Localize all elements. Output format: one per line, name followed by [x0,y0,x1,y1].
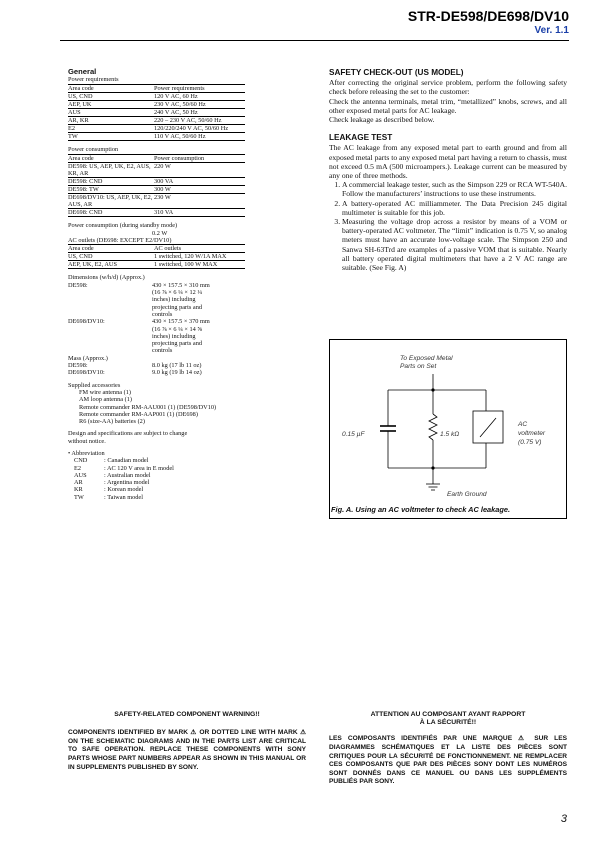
table-header-cell: AC outlets [154,245,245,253]
label-to-exposed-metal: To Exposed Metal [400,355,453,362]
dimensions-entry [68,282,318,318]
table-cell: 230 W [154,194,245,209]
list-item [74,486,318,493]
table-header-row [68,245,245,253]
list-item: Remote commander RM-AAP001 (1) (DE698) [79,410,198,418]
safety-paragraph: After correcting the original service problem, perform the following safety check before releasing the set to the customer: [329,78,567,97]
power-requirements-label: Power requirements [68,76,119,84]
safety-warning-fr [329,711,567,787]
abbreviation-list [68,457,318,501]
mass-entry [68,362,318,369]
table-row [68,185,245,193]
dimensions-model: DE698/DV10: [68,318,105,326]
dimensions-line: projecting parts and [152,340,203,348]
table-cell: 220 W [154,162,245,177]
abbreviation-label: • Abbreviation [68,450,105,457]
table-header-cell: Area code [68,154,154,162]
standby-value: 0.2 W [152,229,168,237]
table-header-cell: Area code [68,84,154,92]
label-parts-on-set: Parts on Set [400,363,437,370]
ac-outlets-table [68,244,245,269]
dimensions-line: 430 × 157.5 × 370 mm [152,318,210,326]
table-header-cell: Power consumption [154,154,245,162]
abbr-code: E2 [74,464,81,472]
power-requirements-table [68,84,245,142]
dimensions-line: 430 × 157.5 × 310 mm [152,281,210,289]
warning-title: À LA SÉCURITÉ!! [419,719,477,727]
safety-heading: SAFETY CHECK-OUT (US MODEL) [329,68,464,77]
list-item [74,494,318,501]
list-item: 3. Measuring the voltage drop across a resistor by means of a VOM or battery-operated AC voltmeter. The “limit” indication is 0.75 V, so analog meters must have an accurate low-voltage scale. The Simpson 250 and Sanwa SH-63Trd are examples of a passive VOM that is suitable. Nearly all battery operated digital multimeters that have a 2 V AC range are suitable. (See Fig. A) [342,217,567,272]
general-heading: General [68,67,97,76]
table-row [68,209,245,217]
label-meter-range: (0.75 V) [518,439,542,446]
list-item: R6 (size-AA) batteries (2) [79,418,145,426]
list-item [74,479,318,486]
table-cell: US, CND [68,92,154,100]
list-item [74,472,318,479]
table-header-row [68,84,245,92]
table-cell: DE598: US, AEP, UK, E2, AUS, KR, AR [68,162,154,177]
label-resistor: 1.5 kΩ [440,431,460,438]
table-row [68,92,245,100]
abbr-desc: : Argentina model [104,479,150,487]
table-row [68,100,245,108]
dimensions-model: DE598: [68,281,88,289]
table-cell: TW [68,133,154,141]
table-cell: 1 switched, 100 W MAX [154,261,245,269]
mass-entry [68,369,318,376]
dimensions-line: (16 ⅞ × 6 ¼ × 14 ⅝ [152,325,203,333]
table-cell: 300 VA [154,177,245,185]
abbr-desc: : Korean model [104,486,144,494]
safety-paragraph: Check leakage as described below. [329,115,435,125]
table-cell: US, CND [68,253,154,261]
mass-value: 8.0 kg (17 lb 11 oz) [152,362,202,370]
list-item [74,465,318,472]
table-cell: DE598: CND [68,177,154,185]
table-cell: 310 VA [154,209,245,217]
power-consumption-table [68,154,245,218]
resistor-symbol [429,414,437,440]
abbr-code: AR [74,479,83,487]
figure-caption: Fig. A. Using an AC voltmeter to check AC leakage. [331,505,511,514]
leakage-intro: The AC leakage from any exposed metal part to earth ground and from all exposed metal parts to any exposed metal part having a return to chassis, must not exceed 0.5 mA (500 microampers.). Leakage current can be measured by any one of three methods. [329,143,567,181]
label-meter-voltmeter: voltmeter [518,430,546,437]
table-header-cell: Area code [68,245,154,253]
dimensions-value [152,318,246,354]
abbr-desc: : AC 120 V area in E model [104,464,174,472]
label-meter-ac: AC [518,421,528,428]
version-label: Ver. 1.1 [534,25,569,36]
mass-value: 9.0 kg (19 lb 14 oz) [152,369,202,377]
table-row [68,133,245,141]
table-row [68,162,245,177]
figure-a-box [329,339,567,519]
table-cell: 230 V AC, 50/60 Hz [154,100,245,108]
power-consumption-label: Power consumption [68,146,119,154]
label-capacitor: 0.15 µF [342,431,365,438]
standby-label: Power consumption (during standby mode) [68,222,178,230]
leakage-heading: LEAKAGE TEST [329,133,393,143]
list-item: Remote commander RM-AAU001 (1) (DE598/DV10) [79,403,217,411]
table-cell: AEP, UK, E2, AUS [68,261,154,269]
leakage-methods [329,180,567,272]
mass-label: Mass (Approx.) [68,354,108,362]
abbr-desc: : Canadian model [104,457,149,465]
mass-model: DE598: [68,362,88,370]
warning-title: SAFETY-RELATED COMPONENT WARNING!! [114,711,260,718]
table-row [68,116,245,124]
warning-body: LES COMPOSANTS IDENTIFIÉS PAR UNE MARQUE ⚠ SUR LES DIAGRAMMES SCHÉMATIQUES ET LA LISTE DES PIÈCES SONT CRITIQUES POUR LA SÉCURITÉ DE FONCTIONNEMENT. NE REMPLACER CES COMPOSANTS QUE PAR DES PIÈCES SONY DONT LES NUMÉROS SONT DONNÉS DANS CE MANUEL OU DANS LES SUPPLÉMENTS PUBLIÉS PAR SONY. [329,735,567,786]
table-cell: 1 switched, 120 W/1A MAX [154,253,245,261]
table-cell: AR, KR [68,116,154,124]
dimensions-line: controls [152,347,173,355]
table-cell: 300 W [154,185,245,193]
label-earth-ground: Earth Ground [447,491,487,498]
disclaimer-line: Design and specifications are subject to change [68,430,188,438]
mass-model: DE698/DV10: [68,369,105,377]
table-row [68,125,245,133]
header-rule [60,40,569,41]
table-cell: AEP, UK [68,100,154,108]
table-cell: AUS [68,108,154,116]
model-title: STR-DE598/DE698/DV10 [407,8,569,24]
page-number: 3 [560,813,567,825]
list-item: FM wire antenna (1) [79,388,131,396]
abbr-code: KR [74,486,83,494]
dimensions-line: (16 ⅞ × 6 ¼ × 12 ¼ [152,289,203,297]
ac-outlets-label: AC outlets (DE698: EXCEPT E2/DV10) [68,236,172,244]
table-cell: 110 V AC, 50/60 Hz [154,133,245,141]
warning-title: ATTENTION AU COMPOSANT AYANT RAPPORT [370,711,526,718]
dimensions-line: controls [152,310,173,318]
dimensions-line: projecting parts and [152,303,203,311]
accessories-label: Supplied accessories [68,381,121,389]
voltmeter-needle [480,418,496,437]
safety-paragraph: Check the antenna terminals, metal trim, “metallized” knobs, screws, and all other exposed metal parts for AC leakage. [329,96,567,115]
general-specs [68,68,318,501]
safety-warning-en [68,711,306,772]
table-header-cell: Power requirements [154,84,245,92]
table-cell: DE598: TW [68,185,154,193]
list-item: AM loop antenna (1) [79,396,132,404]
abbr-desc: : Taiwan model [104,493,143,501]
dimensions-label: Dimensions (w/h/d) (Approx.) [68,274,145,282]
table-cell: DE698/DV10: US, AEP, UK, E2, AUS, AR [68,194,153,209]
table-row [68,194,245,209]
dimensions-line: inches) including [152,332,196,340]
abbr-code: AUS [74,471,87,479]
list-item: 2. A battery-operated AC milliammeter. The Data Precision 245 digital multimeter is suitable for this job. [342,199,567,217]
table-row [68,261,245,269]
dimensions-value [152,282,246,318]
table-cell: 240 V AC, 50 Hz [154,108,245,116]
table-header-row [68,154,245,162]
dimensions-entry [68,318,318,354]
table-row [68,108,245,116]
accessories-list [68,389,318,425]
dimensions-line: inches) including [152,296,196,304]
abbr-code: CND [74,457,88,465]
table-cell: 120 V AC, 60 Hz [154,92,245,100]
table-cell: DE698: CND [68,209,154,217]
list-item [74,457,318,464]
abbr-desc: : Australian model [104,471,151,479]
safety-section [329,68,567,272]
disclaimer-line: without notice. [68,437,106,445]
leakage-circuit-diagram [330,340,568,520]
table-row [68,253,245,261]
table-cell: 220 – 230 V AC, 50/60 Hz [154,116,245,124]
table-cell: E2 [68,125,154,133]
table-row [68,177,245,185]
abbr-code: TW [74,493,84,501]
table-cell: 120/220/240 V AC, 50/60 Hz [154,125,245,133]
warning-body: COMPONENTS IDENTIFIED BY MARK ⚠ OR DOTTED LINE WITH MARK ⚠ ON THE SCHEMATIC DIAGRAMS AND IN THE PARTS LIST ARE CRITICAL TO SAFE OPERATION. REPLACE THESE COMPONENTS WITH SONY PARTS WHOSE PART NUMBERS APPEAR AS SHOWN IN THIS MANUAL OR IN SUPPLEMENTS PUBLISHED BY SONY. [68,729,306,771]
list-item: 1. A commercial leakage tester, such as the Simpson 229 or RCA WT-540A. Follow the manufacturers’ instructions to use these instruments. [342,180,567,198]
